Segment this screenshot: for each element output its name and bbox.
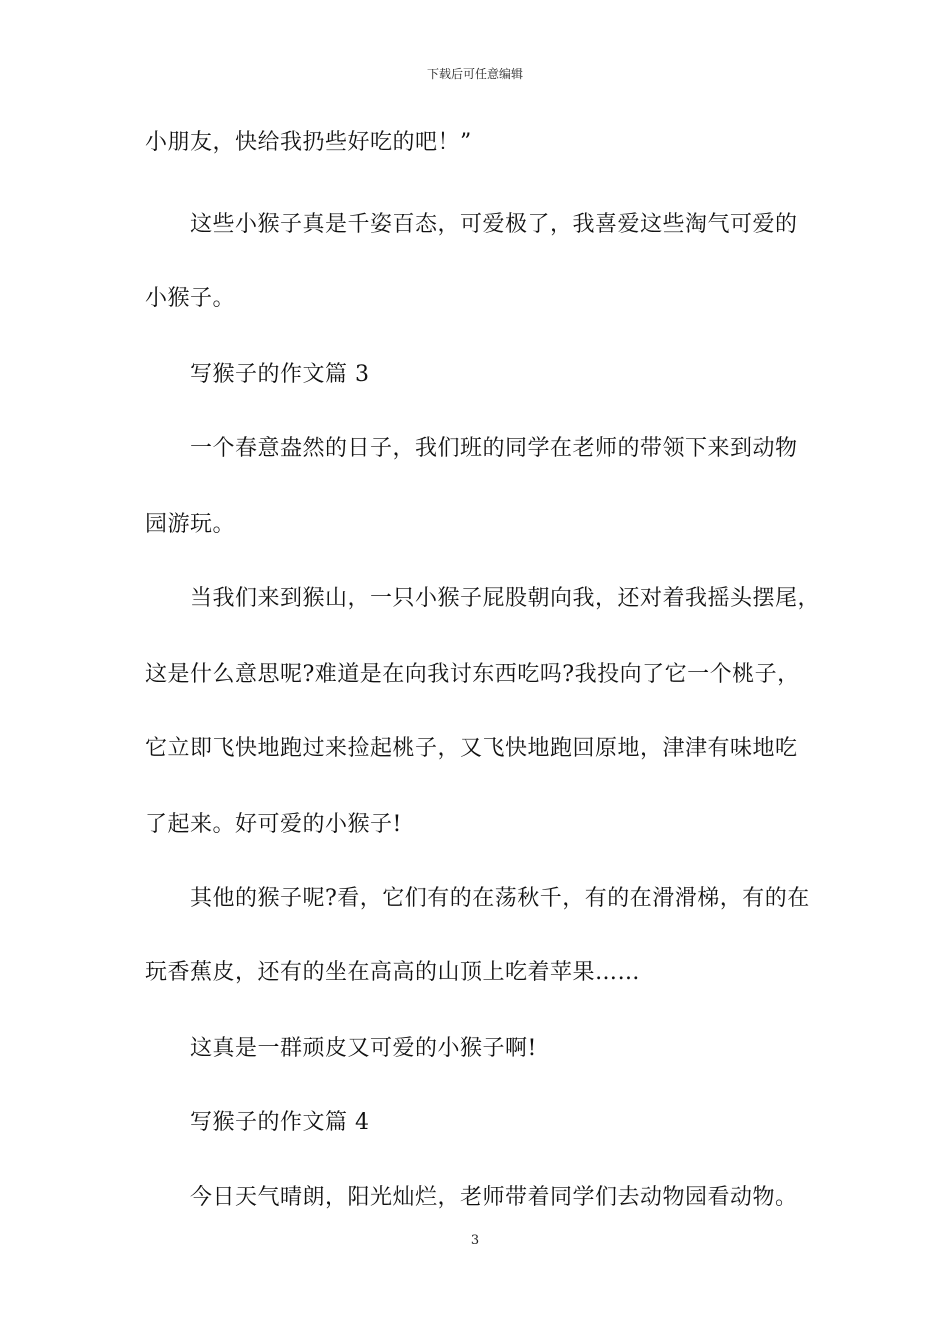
text-line: 玩香蕉皮，还有的坐在高高的山顶上吃着苹果……: [145, 960, 641, 985]
text-line: 它立即飞快地跑过来捡起桃子，又飞快地跑回原地，津津有味地吃: [145, 736, 798, 761]
paragraph-line: 当我们来到猴山，一只小猴子屁股朝向我，还对着我摇头摆尾，: [190, 586, 821, 611]
section-heading: 写猴子的作文篇 3: [190, 362, 370, 387]
paragraph-line: 这些小猴子真是千姿百态，可爱极了，我喜爱这些淘气可爱的: [190, 212, 798, 237]
text-line: 园游玩。: [145, 512, 236, 537]
paragraph-line: 这真是一群顽皮又可爱的小猴子啊!: [190, 1036, 537, 1061]
paragraph-line: 今日天气晴朗，阳光灿烂，老师带着同学们去动物园看动物。: [190, 1185, 798, 1210]
text-line: 小朋友，快给我扔些好吃的吧！”: [145, 130, 472, 155]
paragraph-line: 其他的猴子呢?看，它们有的在荡秋千，有的在滑滑梯，有的在: [190, 886, 810, 911]
text-line: 小猴子。: [145, 286, 236, 311]
page-header-note: 下载后可任意编辑: [426, 67, 523, 81]
page-number: 3: [470, 1233, 480, 1248]
text-line: 了起来。好可爱的小猴子!: [145, 812, 402, 837]
section-heading: 写猴子的作文篇 4: [190, 1110, 370, 1135]
paragraph-line: 一个春意盎然的日子，我们班的同学在老师的带领下来到动物: [190, 436, 798, 461]
text-line: 这是什么意思呢?难道是在向我讨东西吃吗?我投向了它一个桃子，: [145, 662, 800, 687]
